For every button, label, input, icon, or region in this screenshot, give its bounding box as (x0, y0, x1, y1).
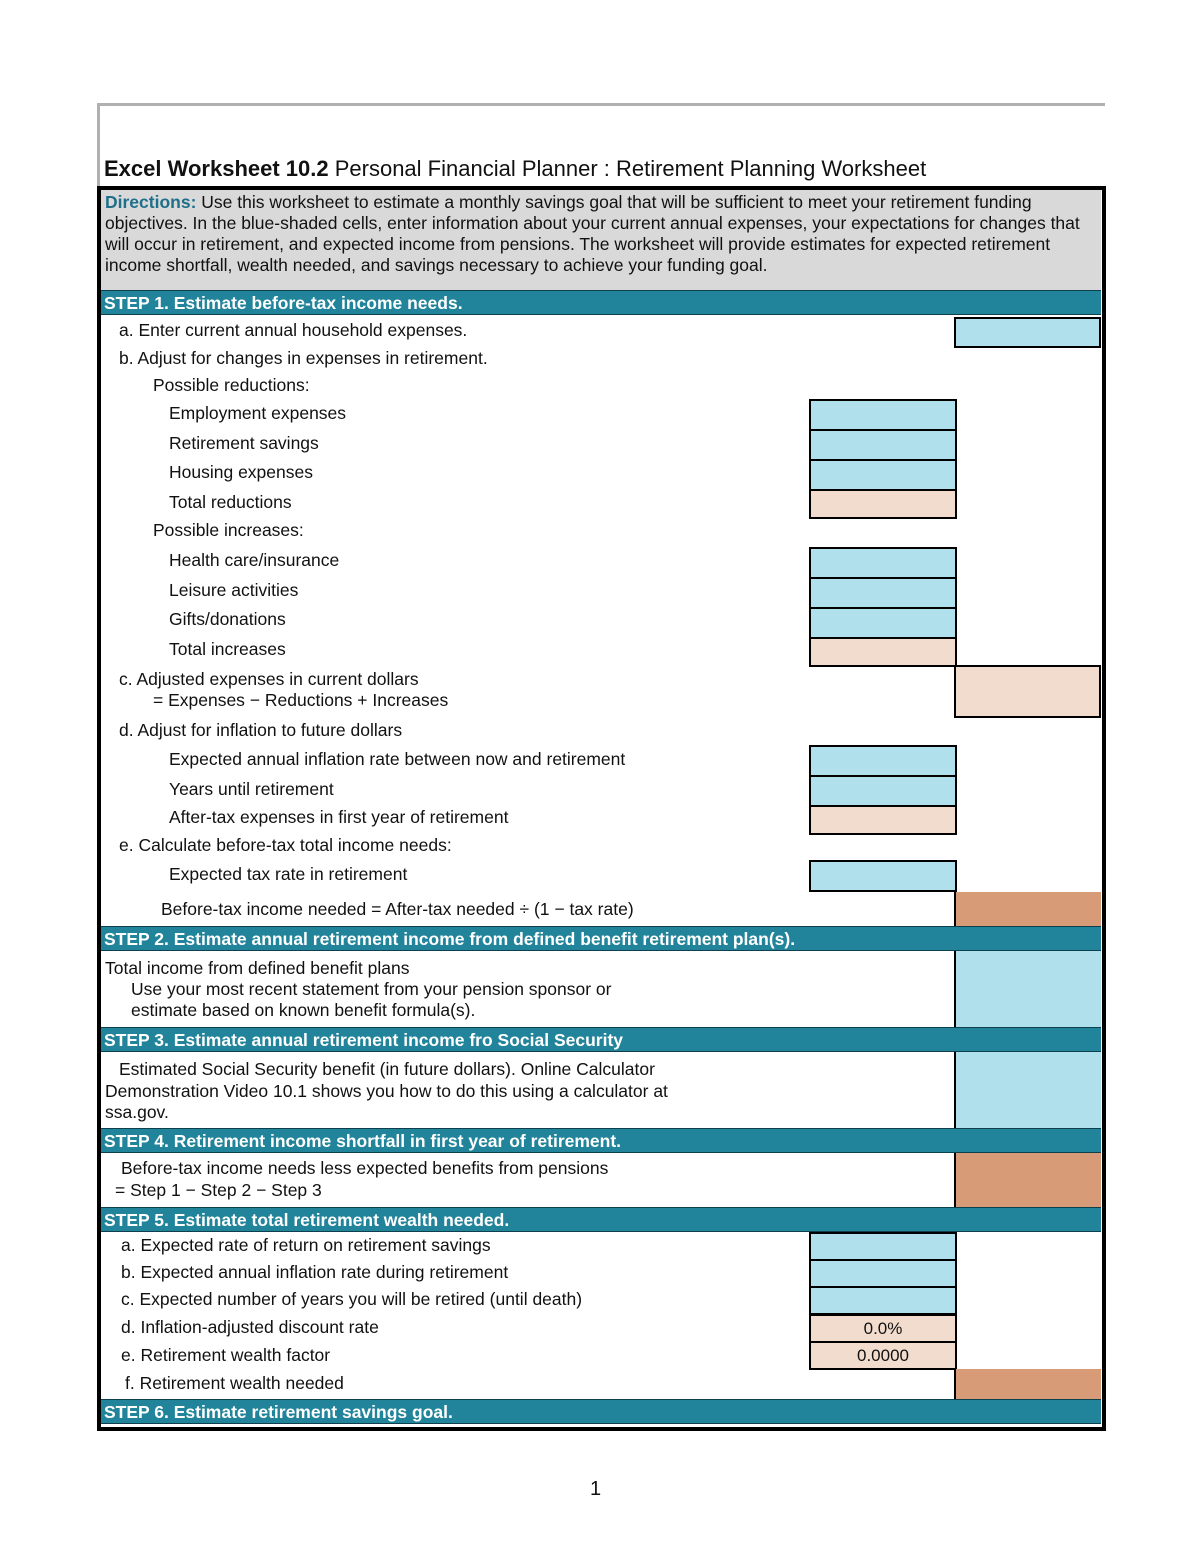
leisure-label: Leisure activities (169, 580, 299, 600)
step1-c-formula: = Expenses − Reductions + Increases (153, 690, 449, 710)
housing-label: Housing expenses (169, 462, 313, 482)
wealth-needed-cell (954, 1369, 1101, 1400)
possible-increases-label: Possible increases: (153, 520, 304, 540)
step5-a-label: a. Expected rate of return on retirement savings (121, 1235, 491, 1255)
retirement-savings-input[interactable] (809, 429, 957, 461)
step1-c-label: c. Adjusted expenses in current dollars (119, 669, 419, 689)
rate-of-return-input[interactable] (809, 1232, 957, 1261)
step4-line1: Before-tax income needs less expected benefits from pensions (121, 1158, 609, 1178)
top-rule (97, 103, 1105, 106)
step3-header: STEP 3. Estimate annual retirement income fro Social Security (101, 1027, 1101, 1052)
before-tax-label: Before-tax income needed = After-tax needed ÷ (1 − tax rate) (161, 899, 634, 919)
possible-reductions-label: Possible reductions: (153, 375, 310, 395)
employment-input[interactable] (809, 399, 957, 431)
directions-text: Use this worksheet to estimate a monthly savings goal that will be sufficient to meet your retirement funding objectives. In the blue-shaded cells, enter information about your current annual expenses, your expectations for changes that will occur in retirement, and expected income from pensions. The worksheet will provide estimates for expected retirement income shortfall, wealth needed, and savings necessary to achieve your funding goal. (105, 192, 1080, 275)
current-expenses-input[interactable] (954, 317, 1101, 348)
step5-d-label: d. Inflation-adjusted discount rate (121, 1317, 379, 1337)
total-reductions-label: Total reductions (169, 492, 292, 512)
years-input[interactable] (809, 775, 957, 807)
total-increases-label: Total increases (169, 639, 286, 659)
gifts-input[interactable] (809, 607, 957, 639)
inflation-input[interactable] (809, 745, 957, 777)
directions-box (101, 190, 1101, 290)
page-number: 1 (590, 1478, 602, 1500)
step2-line3: estimate based on known benefit formula(s). (131, 1000, 476, 1020)
step3-line1: Estimated Social Security benefit (in future dollars). Online Calculator (119, 1059, 655, 1079)
directions-label: Directions: (105, 192, 197, 212)
retirement-savings-label: Retirement savings (169, 433, 319, 453)
step2-line2: Use your most recent statement from your pension sponsor or (131, 979, 612, 999)
step1-header: STEP 1. Estimate before-tax income needs. (101, 290, 1101, 315)
step5-e-label: e. Retirement wealth factor (121, 1345, 331, 1365)
step2-header: STEP 2. Estimate annual retirement income from defined benefit retirement plan(s). (101, 926, 1101, 951)
gifts-label: Gifts/donations (169, 609, 286, 629)
step5-header: STEP 5. Estimate total retirement wealth needed. (101, 1207, 1101, 1232)
step1-e-label: e. Calculate before-tax total income needs: (119, 835, 452, 855)
retirement-inflation-input[interactable] (809, 1259, 957, 1288)
step5-f-label: f. Retirement wealth needed (125, 1373, 344, 1393)
step3-line2: Demonstration Video 10.1 shows you how to do this using a calculator at (105, 1081, 668, 1101)
title-bold: Excel Worksheet 10.2 (104, 156, 329, 181)
inflation-label: Expected annual inflation rate between now and retirement (169, 749, 626, 769)
title-rest: Personal Financial Planner : Retirement Planning Worksheet (328, 156, 927, 181)
step3-line3: ssa.gov. (105, 1102, 169, 1122)
housing-input[interactable] (809, 459, 957, 491)
tax-rate-label: Expected tax rate in retirement (169, 864, 408, 884)
defined-benefit-input[interactable] (954, 951, 1101, 1027)
before-tax-cell (954, 892, 1101, 926)
social-security-input[interactable] (954, 1052, 1101, 1128)
years-retired-input[interactable] (809, 1286, 957, 1315)
step4-header: STEP 4. Retirement income shortfall in first year of retirement. (101, 1128, 1101, 1153)
step6-header: STEP 6. Estimate retirement savings goal. (101, 1399, 1101, 1424)
step1-b-label: b. Adjust for changes in expenses in retirement. (119, 348, 488, 368)
step5-c-label: c. Expected number of years you will be retired (until death) (121, 1289, 583, 1309)
total-reductions-cell (809, 489, 957, 519)
shortfall-cell (954, 1153, 1101, 1207)
adjusted-expenses-cell (954, 665, 1101, 718)
leisure-input[interactable] (809, 577, 957, 609)
step4-line2: = Step 1 − Step 2 − Step 3 (115, 1180, 322, 1200)
employment-label: Employment expenses (169, 403, 347, 423)
tax-rate-input[interactable] (809, 860, 957, 892)
step1-d-label: d. Adjust for inflation to future dollars (119, 720, 403, 740)
health-label: Health care/insurance (169, 550, 340, 570)
discount-rate-cell: 0.0% (809, 1314, 957, 1343)
after-tax-label: After-tax expenses in first year of retirement (169, 807, 509, 827)
after-tax-cell (809, 805, 957, 835)
total-increases-cell (809, 637, 957, 667)
years-label: Years until retirement (169, 779, 334, 799)
page-title (104, 156, 926, 182)
health-input[interactable] (809, 547, 957, 579)
step2-line1: Total income from defined benefit plans (105, 958, 410, 978)
wealth-factor-cell: 0.0000 (809, 1341, 957, 1370)
left-rule (97, 103, 100, 187)
step5-b-label: b. Expected annual inflation rate during retirement (121, 1262, 509, 1282)
step1-a-label: a. Enter current annual household expenses. (119, 320, 468, 340)
